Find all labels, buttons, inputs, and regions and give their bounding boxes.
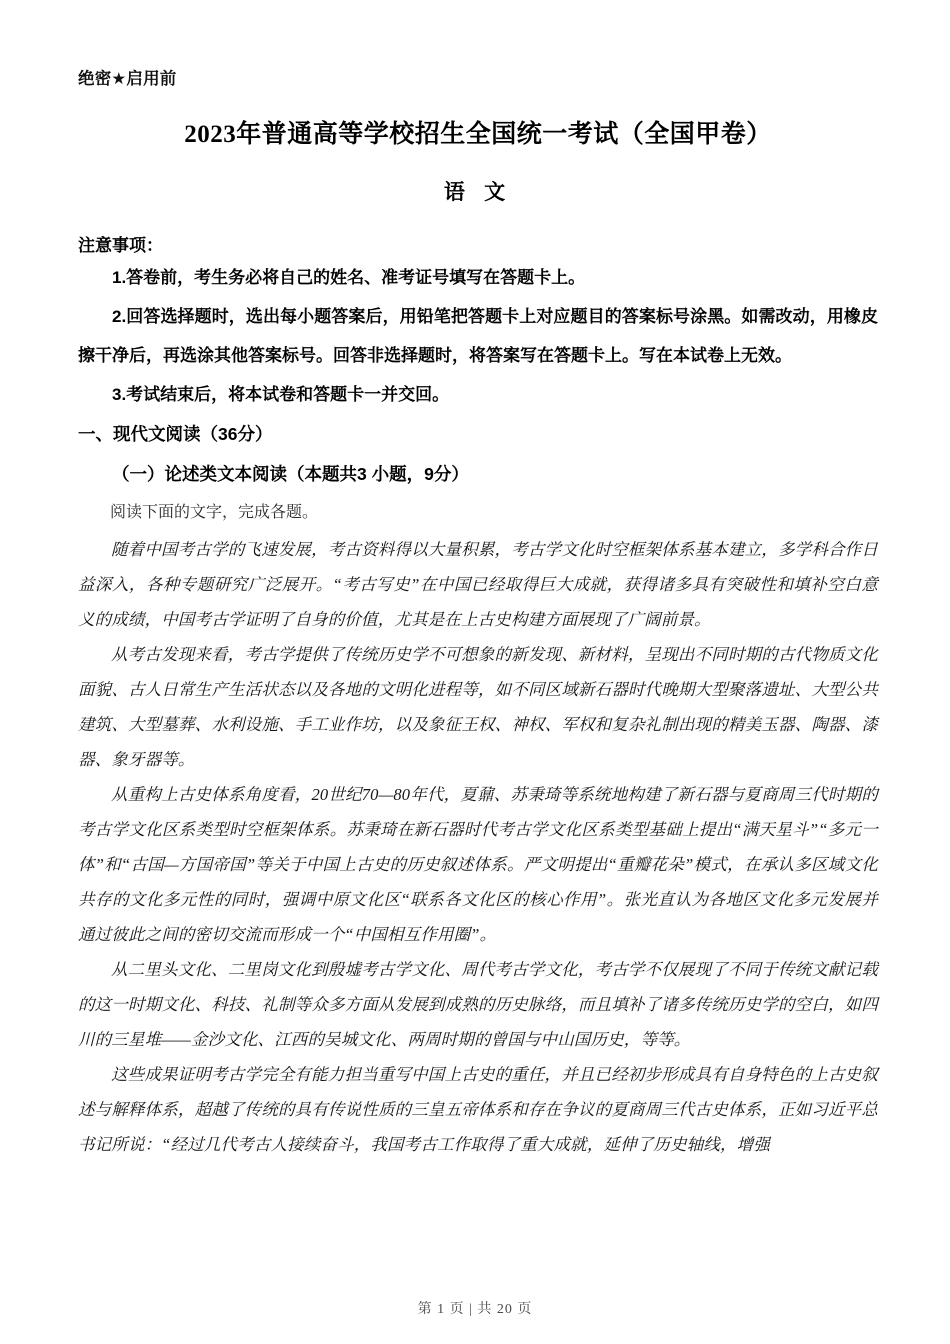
passage-paragraph-4: 从二里头文化、二里岗文化到殷墟考古学文化、周代考古学文化，考古学不仅展现了不同于传统文献记载的这一时期文化、科技、礼制等众多方面从发展到成熟的历史脉络，而且填补了诸多传统历史学的空白，如四川的三星堆——金沙文化、江西的吴城文化、两周时期的曾国与中山国历史，等等。 — [78, 960, 878, 1049]
notice-item-2: 2.回答选择题时，选出每小题答案后，用铅笔把答题卡上对应题目的答案标号涂黑。如需改动，用橡皮擦干净后，再选涂其他答案标号。回答非选择题时，将答案写在答题卡上。写在本试卷上无效。 — [78, 307, 878, 365]
reading-instruction: 阅读下面的文字，完成各题。 — [110, 504, 319, 521]
subject-title: 语 文 — [443, 180, 513, 204]
section-title-part-one: 一、现代文阅读（36分） — [78, 424, 273, 444]
passage-paragraph-1: 随着中国考古学的飞速发展，考古资料得以大量积累，考古学文化时空框架体系基本建立，多学科合作日益深入，各种专题研究广泛展开。“考古写史”在中国已经取得巨大成就，获得诸多具有突破性和填补空白意义的成绩，中国考古学证明了自身的价值，尤其是在上古史构建方面展现了广阔前景。 — [78, 540, 878, 629]
passage-paragraph-5: 这些成果证明考古学完全有能力担当重写中国上古史的重任，并且已经初步形成具有自身特色的上古史叙述与解释体系，超越了传统的具有传说性质的三皇五帝体系和存在争议的夏商周三代古史体系，正如习近平总书记所说：“经过几代考古人接续奋斗，我国考古工作取得了重大成就，延伸了历史轴线，增强 — [78, 1065, 878, 1154]
notice-heading: 注意事项： — [78, 236, 163, 255]
page-content — [78, 0, 878, 1162]
passage-paragraph-3: 从重构上古史体系角度看，20世纪70—80年代，夏鼐、苏秉琦等系统地构建了新石器与夏商周三代时期的考古学文化区系类型时空框架体系。苏秉琦在新石器时代考古学文化区系类型基础上提出“满天星斗”“多元一体”和“古国—方国帝国”等关于中国上古史的历史叙述体系。严文明提出“重瓣花朵”模式，在承认多区域文化共存的文化多元性的同时，强调中原文化区“联系各文化区的核心作用”。张光直认为各地区文化多元发展并通过彼此之间的密切交流而形成一个“中国相互作用圈”。 — [78, 785, 878, 944]
notice-item-1: 1.答卷前，考生务必将自己的姓名、准考证号填写在答题卡上。 — [112, 268, 586, 287]
page-footer: 第 1 页 | 共 20 页 — [417, 1302, 533, 1317]
subsection-title-argumentative-reading: （一）论述类文本阅读（本题共3 小题，9分） — [112, 464, 469, 484]
passage-paragraph-2: 从考古发现来看，考古学提供了传统历史学不可想象的新发现、新材料，呈现出不同时期的古代物质文化面貌、古人日常生产生活状态以及各地的文明化进程等，如不同区域新石器时代晚期大型聚落遗址、大型公共建筑、大型墓葬、水利设施、手工业作坊，以及象征王权、神权、军权和复杂礼制出现的精美玉器、陶器、漆器、象牙器等。 — [78, 645, 878, 769]
page-title: 2023年普通高等学校招生全国统一考试（全国甲卷） — [184, 121, 772, 148]
secret-notice-line: 绝密★启用前 — [78, 70, 177, 88]
notice-item-3: 3.考试结束后，将本试卷和答题卡一并交回。 — [112, 385, 450, 404]
